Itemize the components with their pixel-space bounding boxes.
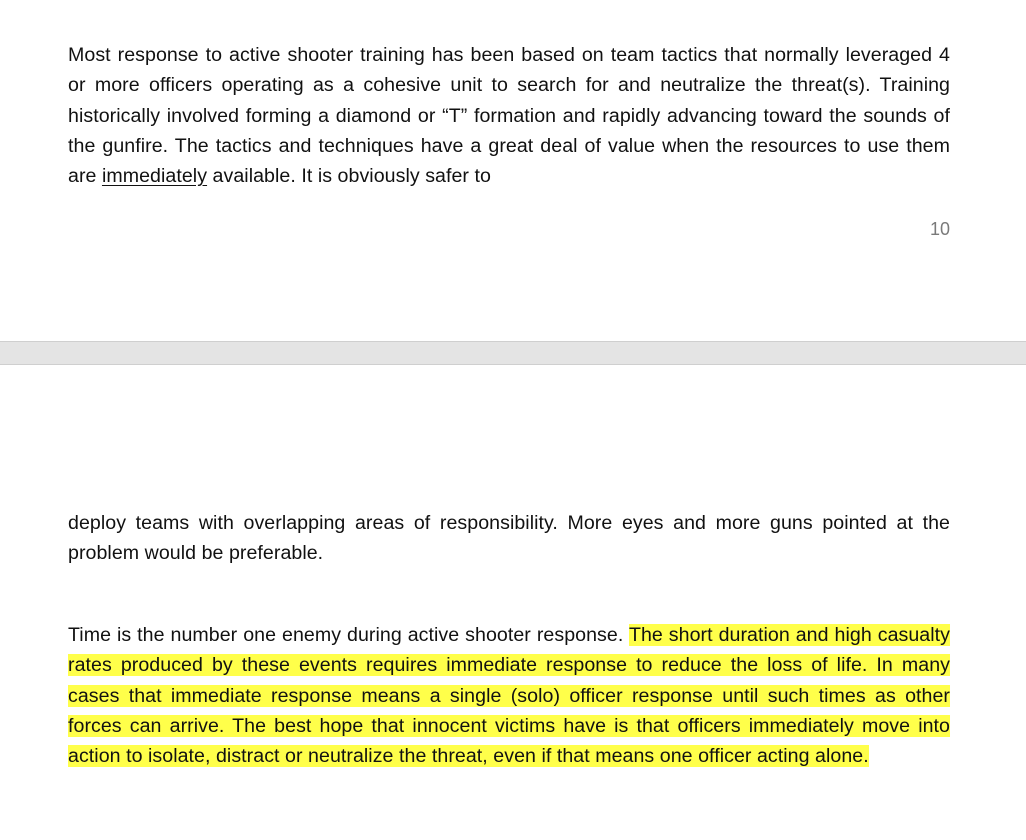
paragraph-text-continued: available. It is obviously safer to	[207, 165, 491, 188]
page-break-gap	[0, 341, 1026, 365]
paragraph-time-enemy	[68, 620, 950, 771]
paragraph-overlapping-teams: deploy teams with overlapping areas of responsibility. More eyes and more guns pointed at the problem would be preferable.	[68, 512, 950, 565]
paragraph-team-tactics	[68, 40, 950, 191]
page-number: 10	[929, 219, 950, 239]
paragraph-text: Most response to active shooter training has been based on team tactics that normally leveraged 4 or more officers operating as a cohesive unit to search for and neutralize the threat(s). Training historically involved forming a diamond or “T” formation and rapidly advancing toward the sounds of the gunfire. The tactics and techniques have a great deal of value when the resources to use them are	[68, 44, 950, 188]
paragraph-plain-text: Time is the number one enemy during active shooter response.	[68, 624, 629, 646]
underlined-word: immediately	[101, 165, 208, 188]
document-page-top	[0, 0, 1026, 341]
highlighted-text: The short duration and high casualty rates produced by these events requires immediate response to reduce the loss of life. In many cases that immediate response means a single (solo) officer response until such times as other forces can arrive. The best hope that innocent victims have is that officers immediately move into action to isolate, distract or neutralize the threat, even if that means one officer acting alone.	[68, 624, 951, 768]
